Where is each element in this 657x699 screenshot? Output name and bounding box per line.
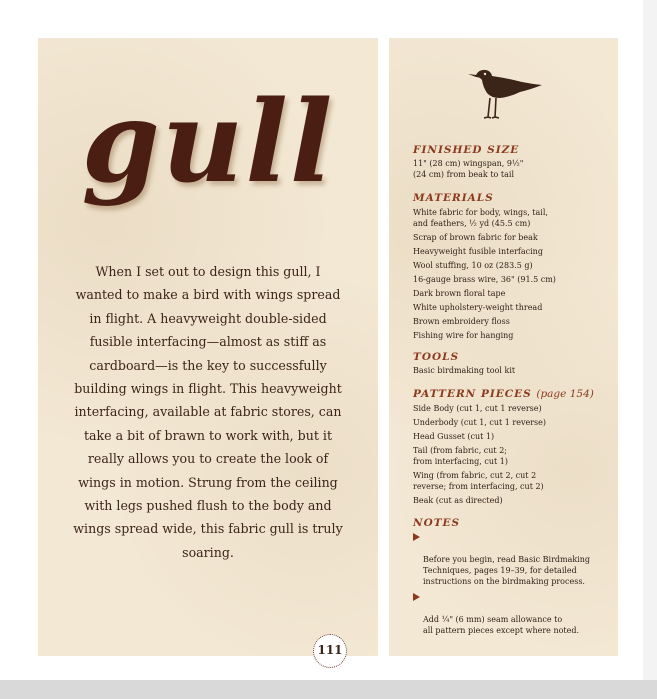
- intro-paragraph: When I set out to design this gull, I wanted to make a bird with wings spread in flight. A heavyweight double-sided fusible interfacing—almost as stiff as cardboard—is the key to successfully building wings in flight. This heavyweight interfacing, available at fabric stores, can take a bit of brawn to work with, but it really allows you to create the look of wings in motion. Strung from the ceiling with legs pushed flush to the body and wings spread wide, this fabric gull is truly soaring.: [73, 264, 343, 560]
- page-edge: [643, 0, 657, 680]
- left-page: [38, 38, 378, 656]
- finished-size-heading: FINISHED SIZE: [413, 144, 520, 156]
- viewer-bottom-bar: [0, 680, 657, 699]
- shorebird-silhouette-icon: [466, 65, 544, 123]
- list-item: Head Gusset (cut 1): [413, 432, 495, 441]
- list-item: Dark brown floral tape: [413, 289, 506, 298]
- pattern-pieces-page-ref: (page 154): [536, 388, 594, 400]
- list-item: Wing (from fabric, cut 2, cut 2 reverse; from interfacing, cut 2): [413, 471, 544, 491]
- finished-size-list: [413, 158, 613, 183]
- list-item: [413, 592, 613, 636]
- list-item: Brown embroidery floss: [413, 317, 510, 326]
- note-text: Add ¼" (6 mm) seam allowance to all pattern pieces except where noted.: [423, 615, 580, 635]
- pattern-pieces-list: [413, 403, 613, 509]
- page-number: 111: [313, 634, 347, 668]
- notes-heading: NOTES: [413, 517, 461, 529]
- tools-heading: TOOLS: [413, 351, 460, 363]
- page-title: gull: [81, 77, 335, 208]
- list-item: Basic birdmaking tool kit: [413, 366, 516, 375]
- list-item: Fishing wire for hanging: [413, 331, 514, 340]
- note-text: Before you begin, read Basic Birdmaking Techniques, pages 19–39, for detailed instructions on the birdmaking process.: [423, 555, 591, 586]
- list-item: Underbody (cut 1, cut 1 reverse): [413, 418, 547, 427]
- finished-size-text: 11" (28 cm) wingspan, 9½" (24 cm) from beak to tail: [413, 159, 524, 179]
- materials-list: [413, 207, 613, 344]
- notes-list: [413, 532, 613, 641]
- bullet-arrow-icon: [413, 533, 420, 541]
- list-item: Wool stuffing, 10 oz (283.5 g): [413, 261, 533, 270]
- list-item: Beak (cut as directed): [413, 496, 503, 505]
- materials-heading: MATERIALS: [413, 192, 494, 204]
- pattern-pieces-title: PATTERN PIECES: [413, 388, 532, 400]
- list-item: 16-gauge brass wire, 36" (91.5 cm): [413, 275, 556, 284]
- bullet-arrow-icon: [413, 593, 420, 601]
- list-item: Side Body (cut 1, cut 1 reverse): [413, 404, 542, 413]
- list-item: Scrap of brown fabric for beak: [413, 233, 538, 242]
- tools-list: [413, 365, 613, 379]
- pattern-pieces-heading: [413, 388, 594, 400]
- list-item: Heavyweight fusible interfacing: [413, 247, 543, 256]
- list-item: White upholstery-weight thread: [413, 303, 543, 312]
- list-item: White fabric for body, wings, tail, and feathers, ½ yd (45.5 cm): [413, 208, 548, 228]
- list-item: [413, 532, 613, 587]
- list-item: Tail (from fabric, cut 2; from interfacing, cut 1): [413, 446, 508, 466]
